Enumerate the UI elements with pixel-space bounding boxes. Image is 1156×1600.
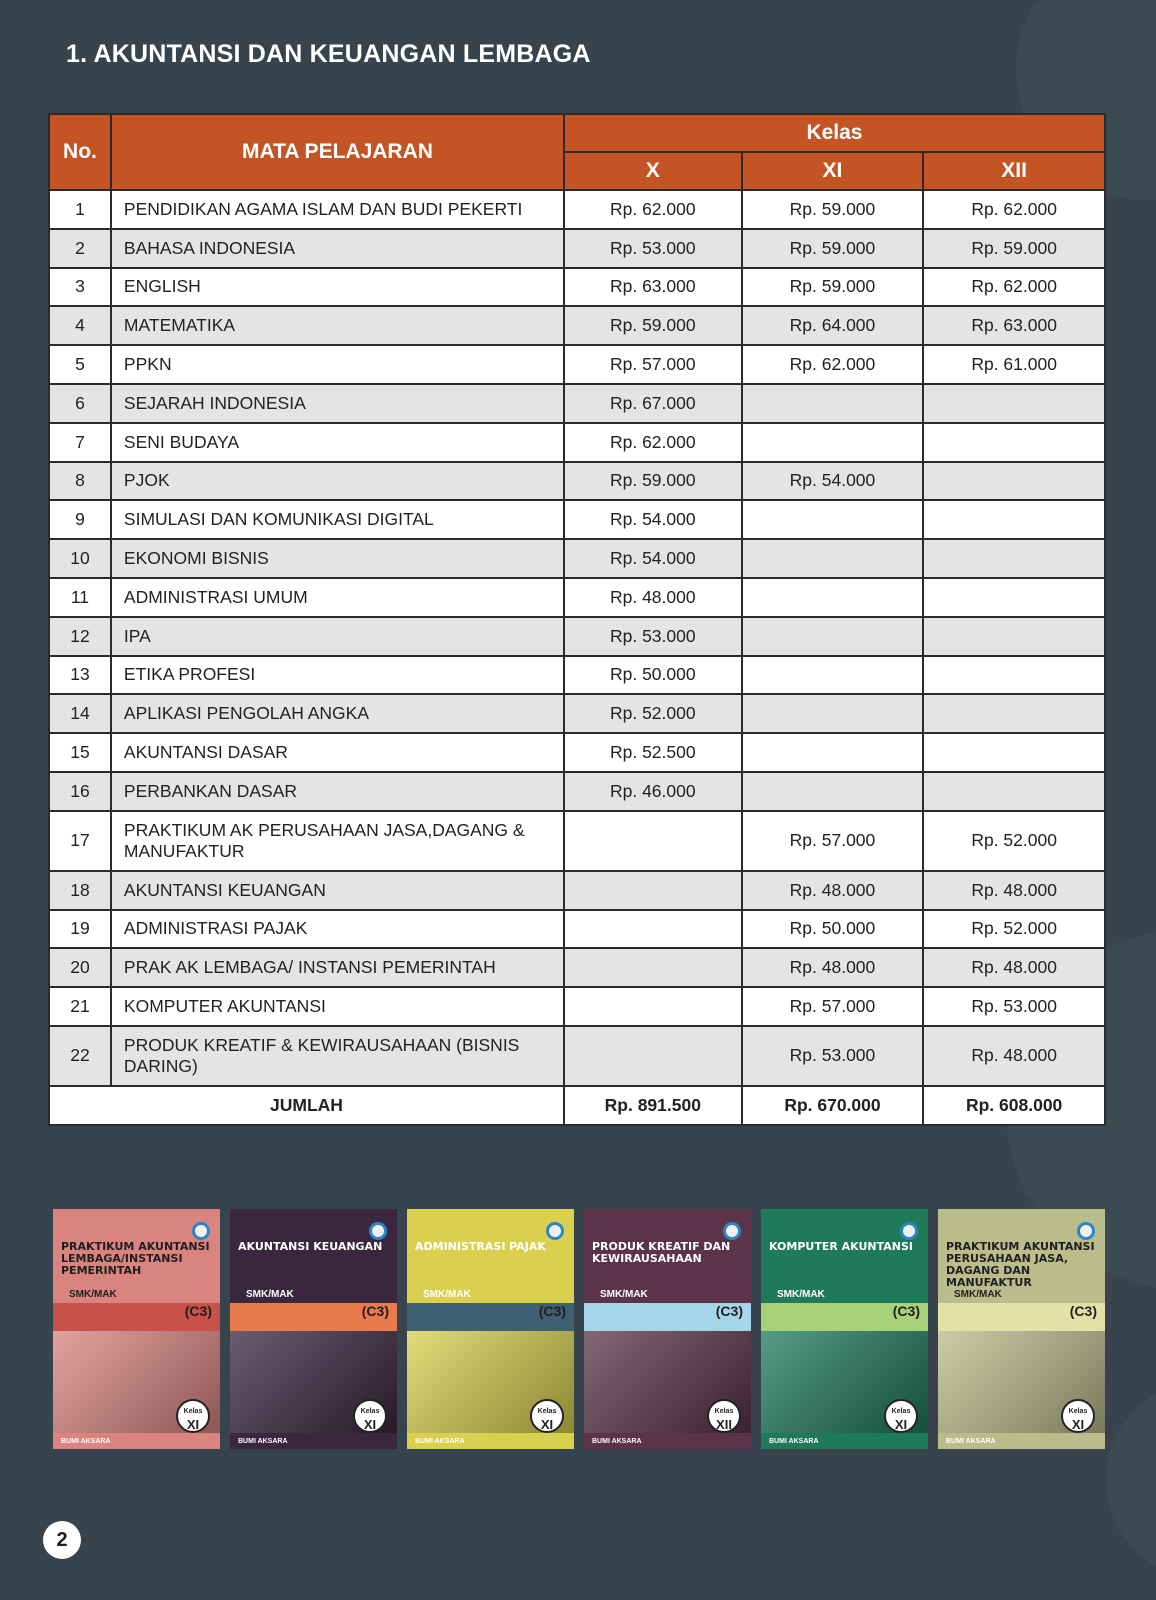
price-class-xii: Rp. 48.000 [923,871,1105,910]
subject-name: ADMINISTRASI PAJAK [111,910,564,949]
header-no: No. [49,114,111,190]
table-row [49,462,1105,501]
book-cover [761,1209,928,1449]
book-class-badge [353,1399,387,1433]
table-row [49,578,1105,617]
price-class-xi: Rp. 50.000 [742,910,924,949]
row-number: 18 [49,871,111,910]
price-class-xii: Rp. 48.000 [923,948,1105,987]
price-class-x: Rp. 53.000 [564,229,742,268]
price-class-x: Rp. 62.000 [564,190,742,229]
price-class-xii: Rp. 52.000 [923,811,1105,871]
total-label: JUMLAH [49,1086,564,1125]
price-class-xi: Rp. 59.000 [742,190,924,229]
price-class-xii: Rp. 62.000 [923,190,1105,229]
row-number: 12 [49,617,111,656]
table-row [49,306,1105,345]
book-cover [584,1209,751,1449]
row-number: 1 [49,190,111,229]
row-number: 17 [49,811,111,871]
price-class-x: Rp. 63.000 [564,268,742,307]
book-cover [230,1209,397,1449]
book-cover-row [53,1209,1105,1449]
ministry-logo-icon [1077,1222,1095,1240]
price-class-xi [742,772,924,811]
row-number: 16 [49,772,111,811]
book-class-value: XI [894,1417,908,1432]
price-class-xi: Rp. 57.000 [742,811,924,871]
ministry-logo-icon [723,1222,741,1240]
ministry-logo-icon [192,1222,210,1240]
book-class-badge [1061,1399,1095,1433]
book-series: SMK/MAK [600,1289,648,1300]
price-class-x: Rp. 53.000 [564,617,742,656]
book-publisher: BUMI AKSARA [61,1438,111,1445]
page-number: 2 [43,1521,81,1559]
ministry-logo-icon [900,1222,918,1240]
subject-name: AKUNTANSI DASAR [111,733,564,772]
row-number: 3 [49,268,111,307]
price-class-xi [742,578,924,617]
price-class-x [564,948,742,987]
subject-name: BAHASA INDONESIA [111,229,564,268]
price-class-xi: Rp. 59.000 [742,268,924,307]
book-code: (C3) [184,1303,212,1319]
table-row [49,617,1105,656]
book-title: PRAKTIKUM AKUNTANSI PERUSAHAAN JASA, DAGANG DAN MANUFAKTUR [946,1240,1095,1289]
subject-name: PRAKTIKUM AK PERUSAHAAN JASA,DAGANG & MANUFAKTUR [111,811,564,871]
price-class-xii: Rp. 48.000 [923,1026,1105,1086]
price-class-xii [923,462,1105,501]
table-row [49,1026,1105,1086]
price-class-xii [923,384,1105,423]
price-class-xii: Rp. 61.000 [923,345,1105,384]
subject-name: SIMULASI DAN KOMUNIKASI DIGITAL [111,500,564,539]
total-class-x: Rp. 891.500 [564,1086,742,1125]
total-class-xii: Rp. 608.000 [923,1086,1105,1125]
price-class-xii: Rp. 62.000 [923,268,1105,307]
book-publisher: BUMI AKSARA [769,1438,819,1445]
book-code: (C3) [538,1303,566,1319]
book-series: SMK/MAK [69,1289,117,1300]
subject-name: PERBANKAN DASAR [111,772,564,811]
table-row [49,190,1105,229]
price-class-xi: Rp. 59.000 [742,229,924,268]
row-number: 9 [49,500,111,539]
price-class-x [564,811,742,871]
subject-name: PRAK AK LEMBAGA/ INSTANSI PEMERINTAH [111,948,564,987]
subject-name: IPA [111,617,564,656]
price-class-x: Rp. 62.000 [564,423,742,462]
price-class-xii [923,772,1105,811]
book-cover [53,1209,220,1449]
price-class-xii: Rp. 52.000 [923,910,1105,949]
book-class-label: Kelas [537,1408,557,1415]
book-series: SMK/MAK [423,1289,471,1300]
price-class-xi [742,500,924,539]
price-class-xi: Rp. 64.000 [742,306,924,345]
subject-name: PRODUK KREATIF & KEWIRAUSAHAAN (BISNIS DARING) [111,1026,564,1086]
row-number: 7 [49,423,111,462]
price-class-xi [742,733,924,772]
table-row [49,268,1105,307]
book-class-badge [530,1399,564,1433]
price-class-x: Rp. 57.000 [564,345,742,384]
price-class-xii [923,617,1105,656]
book-publisher: BUMI AKSARA [238,1438,288,1445]
total-class-xi: Rp. 670.000 [742,1086,924,1125]
price-class-x [564,910,742,949]
total-row [49,1086,1105,1125]
header-class-xii: XII [923,152,1105,190]
price-class-xi [742,656,924,695]
subject-name: ETIKA PROFESI [111,656,564,695]
price-class-xii [923,733,1105,772]
ministry-logo-icon [369,1222,387,1240]
book-class-label: Kelas [714,1408,734,1415]
table-row [49,384,1105,423]
price-class-x: Rp. 54.000 [564,500,742,539]
table-row [49,733,1105,772]
subject-name: APLIKASI PENGOLAH ANGKA [111,694,564,733]
row-number: 19 [49,910,111,949]
price-class-xii [923,539,1105,578]
price-class-xii [923,656,1105,695]
book-class-label: Kelas [1068,1408,1088,1415]
table-row [49,772,1105,811]
book-class-value: XI [1071,1417,1085,1432]
price-class-x: Rp. 50.000 [564,656,742,695]
subject-name: SENI BUDAYA [111,423,564,462]
row-number: 2 [49,229,111,268]
price-class-x: Rp. 59.000 [564,462,742,501]
price-class-xi [742,423,924,462]
book-class-value: XI [186,1417,200,1432]
book-title: KOMPUTER AKUNTANSI [769,1240,914,1253]
book-class-value: XI [540,1417,554,1432]
price-class-x: Rp. 52.000 [564,694,742,733]
price-class-x: Rp. 59.000 [564,306,742,345]
page-title: 1. AKUNTANSI DAN KEUANGAN LEMBAGA [66,40,591,68]
row-number: 22 [49,1026,111,1086]
price-class-xii [923,578,1105,617]
row-number: 11 [49,578,111,617]
book-class-label: Kelas [891,1408,911,1415]
table-body [49,190,1105,1125]
book-publisher: BUMI AKSARA [592,1438,642,1445]
subject-name: PJOK [111,462,564,501]
price-class-x: Rp. 52.500 [564,733,742,772]
row-number: 21 [49,987,111,1026]
price-class-x: Rp. 67.000 [564,384,742,423]
book-class-value: XII [716,1417,732,1432]
table-row [49,345,1105,384]
price-class-xi [742,694,924,733]
table-row [49,948,1105,987]
subject-name: PENDIDIKAN AGAMA ISLAM DAN BUDI PEKERTI [111,190,564,229]
ministry-logo-icon [546,1222,564,1240]
table-row [49,910,1105,949]
header-kelas: Kelas [564,114,1105,152]
price-class-xi: Rp. 48.000 [742,871,924,910]
header-class-x: X [564,152,742,190]
row-number: 13 [49,656,111,695]
book-cover [407,1209,574,1449]
price-class-xii: Rp. 59.000 [923,229,1105,268]
price-class-xii [923,500,1105,539]
subject-name: KOMPUTER AKUNTANSI [111,987,564,1026]
row-number: 14 [49,694,111,733]
table-row [49,987,1105,1026]
price-class-xi [742,617,924,656]
price-class-xi [742,384,924,423]
table-row [49,500,1105,539]
book-class-badge [707,1399,741,1433]
subject-name: EKONOMI BISNIS [111,539,564,578]
book-publisher: BUMI AKSARA [415,1438,465,1445]
book-title: PRODUK KREATIF DAN KEWIRAUSAHAAN [592,1240,731,1265]
price-class-xi: Rp. 48.000 [742,948,924,987]
book-publisher: BUMI AKSARA [946,1438,996,1445]
price-class-xi: Rp. 54.000 [742,462,924,501]
price-class-x [564,1026,742,1086]
price-class-x: Rp. 54.000 [564,539,742,578]
book-class-badge [884,1399,918,1433]
book-code: (C3) [715,1303,743,1319]
price-class-xii: Rp. 53.000 [923,987,1105,1026]
row-number: 6 [49,384,111,423]
book-code: (C3) [892,1303,920,1319]
decor-circle [1106,1380,1156,1580]
book-title: PRAKTIKUM AKUNTANSI LEMBAGA/INSTANSI PEMERINTAH [61,1240,210,1277]
subject-name: SEJARAH INDONESIA [111,384,564,423]
table-row [49,656,1105,695]
subject-name: ENGLISH [111,268,564,307]
price-class-x: Rp. 48.000 [564,578,742,617]
table-row [49,871,1105,910]
book-class-label: Kelas [183,1408,203,1415]
table-row [49,811,1105,871]
subject-name: MATEMATIKA [111,306,564,345]
price-class-xi [742,539,924,578]
price-class-x [564,871,742,910]
price-class-xii [923,423,1105,462]
header-class-xi: XI [742,152,924,190]
row-number: 15 [49,733,111,772]
row-number: 10 [49,539,111,578]
price-class-x: Rp. 46.000 [564,772,742,811]
table-row [49,694,1105,733]
price-class-xi: Rp. 57.000 [742,987,924,1026]
book-code: (C3) [1069,1303,1097,1319]
header-subject: MATA PELAJARAN [111,114,564,190]
row-number: 8 [49,462,111,501]
row-number: 20 [49,948,111,987]
book-class-badge [176,1399,210,1433]
table-row [49,539,1105,578]
book-series: SMK/MAK [246,1289,294,1300]
book-cover [938,1209,1105,1449]
book-series: SMK/MAK [777,1289,825,1300]
subject-name: ADMINISTRASI UMUM [111,578,564,617]
subject-name: AKUNTANSI KEUANGAN [111,871,564,910]
table-row [49,423,1105,462]
book-class-value: XI [363,1417,377,1432]
price-class-xii: Rp. 63.000 [923,306,1105,345]
row-number: 4 [49,306,111,345]
price-class-xi: Rp. 53.000 [742,1026,924,1086]
book-series: SMK/MAK [954,1289,1002,1300]
book-title: AKUNTANSI KEUANGAN [238,1240,383,1253]
table-row [49,229,1105,268]
book-title: ADMINISTRASI PAJAK [415,1240,546,1253]
subject-name: PPKN [111,345,564,384]
price-class-xii [923,694,1105,733]
price-table [48,113,1106,1126]
price-class-xi: Rp. 62.000 [742,345,924,384]
row-number: 5 [49,345,111,384]
price-class-x [564,987,742,1026]
book-class-label: Kelas [360,1408,380,1415]
book-code: (C3) [361,1303,389,1319]
